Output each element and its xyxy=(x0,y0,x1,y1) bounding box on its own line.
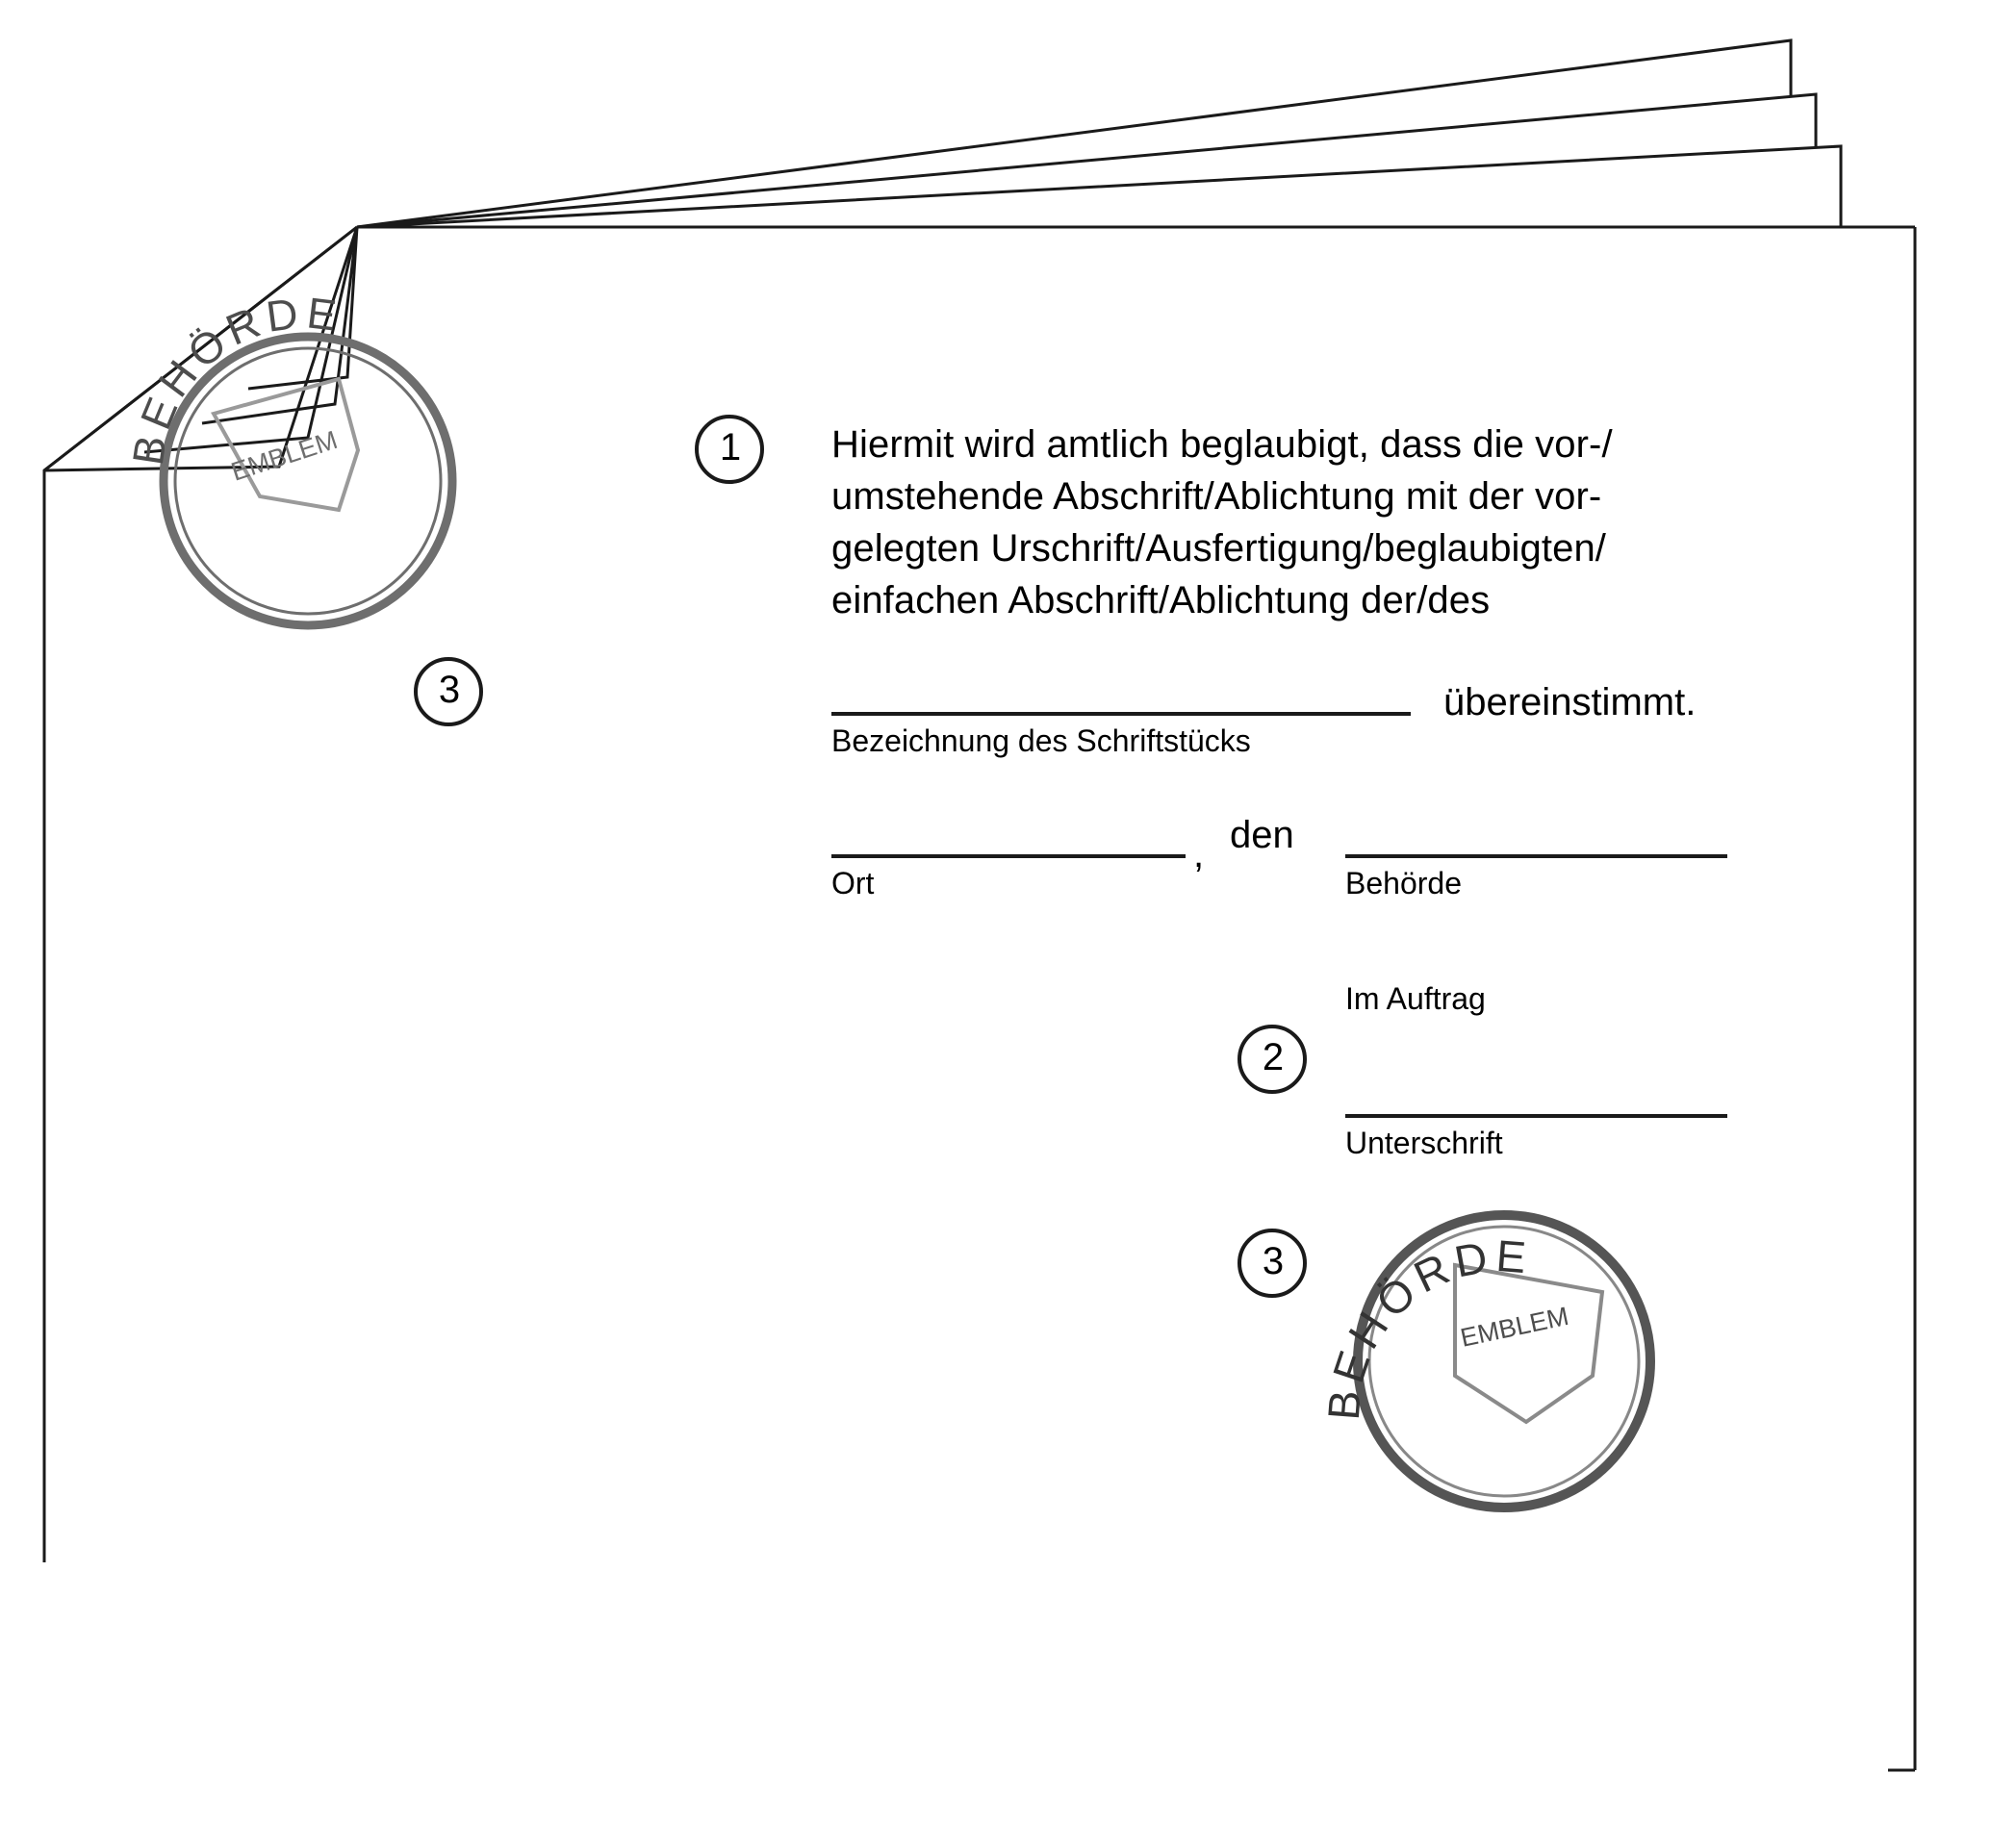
stamp-ring-text-bottom: BEHÖRDE xyxy=(1317,1229,1534,1422)
callout-label-2: 2 xyxy=(1262,1036,1285,1078)
caption-behoerde: Behörde xyxy=(1345,866,1462,900)
body-line-3: gelegten Urschrift/Ausfertigung/beglaubigten/ xyxy=(831,527,1607,570)
caption-unterschrift: Unterschrift xyxy=(1345,1126,1503,1160)
body-line-4: einfachen Abschrift/Ablichtung der/des xyxy=(831,579,1491,621)
body-line-2: umstehende Abschrift/Ablichtung mit der vor- xyxy=(831,475,1602,518)
callout-label-3-bottom: 3 xyxy=(1262,1240,1285,1282)
stamp-emblem-text-bottom: EMBLEM xyxy=(1458,1301,1571,1353)
uebereinstimmt-text: übereinstimmt. xyxy=(1443,681,1697,723)
im-auftrag-label: Im Auftrag xyxy=(1345,981,1486,1016)
stamp-emblem-text-top: EMBLEM xyxy=(227,424,342,487)
stamp-ring-text-top: BEHÖRDE xyxy=(122,288,345,469)
separator-den: den xyxy=(1230,814,1294,856)
callout-label-3-top: 3 xyxy=(438,669,461,711)
caption-ort: Ort xyxy=(831,866,875,900)
caption-schriftstueck: Bezeichnung des Schriftstücks xyxy=(831,723,1251,758)
separator-comma: , xyxy=(1193,833,1205,875)
body-line-1: Hiermit wird amtlich beglaubigt, dass die vor-/ xyxy=(831,423,1613,466)
callout-label-1: 1 xyxy=(719,426,742,469)
